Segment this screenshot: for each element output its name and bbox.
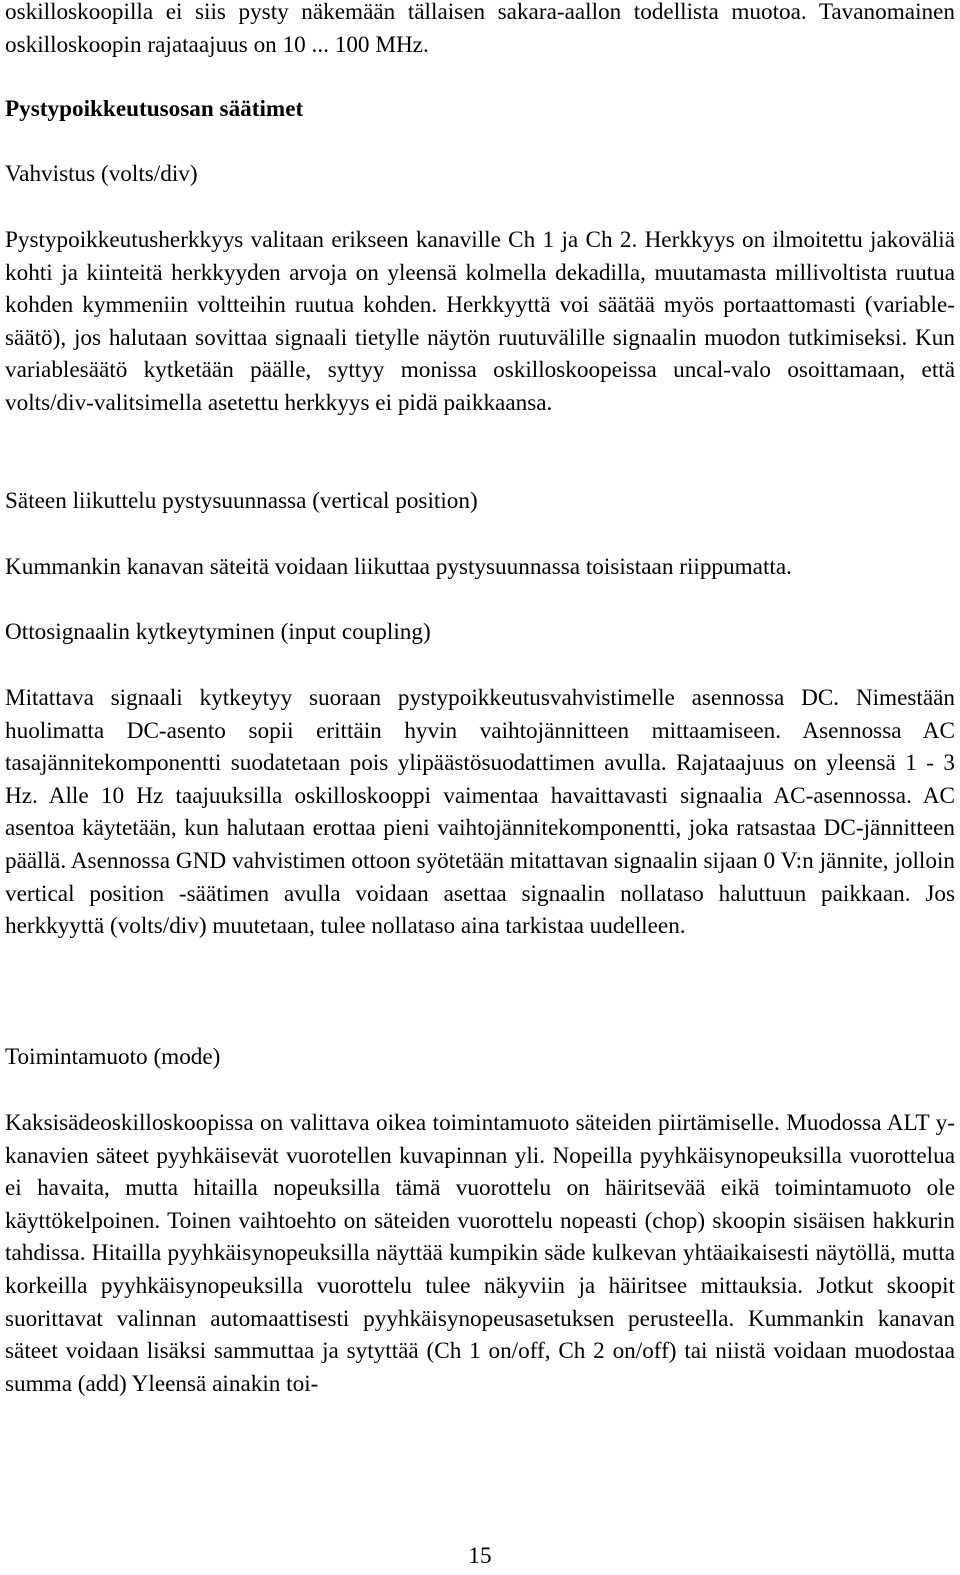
page-number: 15 (468, 1543, 492, 1569)
sub-heading-gain: Vahvistus (volts/div) (5, 161, 198, 187)
sub-heading-input-coupling: Ottosignaalin kytkeytyminen (input coupling) (5, 619, 431, 645)
intro-paragraph: oskilloskoopilla ei siis pysty näkemään tällaisen sakara-aallon todellista muotoa. Tavanomainen oskilloskoopin rajataajuus on 10 ... 100 MHz. (5, 0, 955, 58)
gain-paragraph: Pystypoikkeutusherkkyys valitaan erikseen kanaville Ch 1 ja Ch 2. Herkkyys on ilmoitettu jakoväliä kohti ja kiinteitä herkkyyden arvoja on yleensä kolmella dekadilla, muutamasta millivoltista ruutua kohden kymmeniin voltteihin ruutua kohden. Herkkyyttä voi säätää myös portaattomasti (variable-säätö), jos halutaan sovittaa signaali tietylle näytön ruutuvälille signaalin muodon tutkimiseksi. Kun variablesäätö kytketään päälle, syttyy monissa oskilloskoopeissa uncal-valo osoittamaan, että volts/div-valitsimella asetettu herkkyys ei pidä paikkaansa. (5, 227, 955, 416)
section-heading: Pystypoikkeutusosan säätimet (5, 96, 304, 122)
input-coupling-paragraph: Mitattava signaali kytkeytyy suoraan pystypoikkeutusvahvistimelle asennossa DC. Nimestään huolimatta DC-asento sopii erittäin hyvin vaihtojännitteen mittaamiseen. Asennossa AC tasajännitekomponentti suodatetaan pois ylipäästösuodattimen avulla. Rajataajuus on yleensä 1 - 3 Hz. Alle 10 Hz taajuuksilla oskilloskooppi vaimentaa havaittavasti signaalia AC-asennossa. AC asentoa käytetään, kun halutaan erottaa pieni vaihtojännitekomponentti, joka ratsastaa DC-jännitteen päällä. Asennossa GND vahvistimen ottoon syötetään mitattavan signaalin sijaan 0 V:n jännite, jolloin vertical position -säätimen avulla voidaan asettaa signaalin nollataso haluttuun paikkaan. Jos herkkyyttä (volts/div) muutetaan, tulee nollataso aina tarkistaa uudelleen. (5, 685, 955, 940)
sub-heading-mode: Toimintamuoto (mode) (5, 1044, 221, 1070)
sub-heading-vertical-position: Säteen liikuttelu pystysuunnassa (vertical position) (5, 488, 478, 514)
vertical-position-paragraph: Kummankin kanavan säteitä voidaan liikuttaa pystysuunnassa toisistaan riippumatta. (5, 554, 792, 580)
mode-paragraph: Kaksisädeoskilloskoopissa on valittava oikea toimintamuoto säteiden piirtämiselle. Muodossa ALT y-kanavien säteet pyyhkäisevät vuorotellen kuvapinnan yli. Nopeilla pyyhkäisynopeuksilla vuorottelua ei havaita, mutta hitailla nopeuksilla tämä vuorottelu on häiritsevää eikä toimintamuoto ole käyttökelpoinen. Toinen vaihtoehto on säteiden vuorottelu nopeasti (chop) skoopin sisäisen hakkurin tahdissa. Hitailla pyyhkäisynopeuksilla näyttää kumpikin säde kulkevan yhtäaikaisesti näytöllä, mutta korkeilla pyyhkäisynopeuksilla vuorottelu tulee näkyviin ja häiritsee mittauksia. Jotkut skoopit suorittavat valinnan automaattisesti pyyhkäisynopeusasetuksen perusteella. Kummankin kanavan säteet voidaan lisäksi sammuttaa ja sytyttää (Ch 1 on/off, Ch 2 on/off) tai niistä voidaan muodostaa summa (add) Yleensä ainakin toi- (5, 1110, 955, 1397)
